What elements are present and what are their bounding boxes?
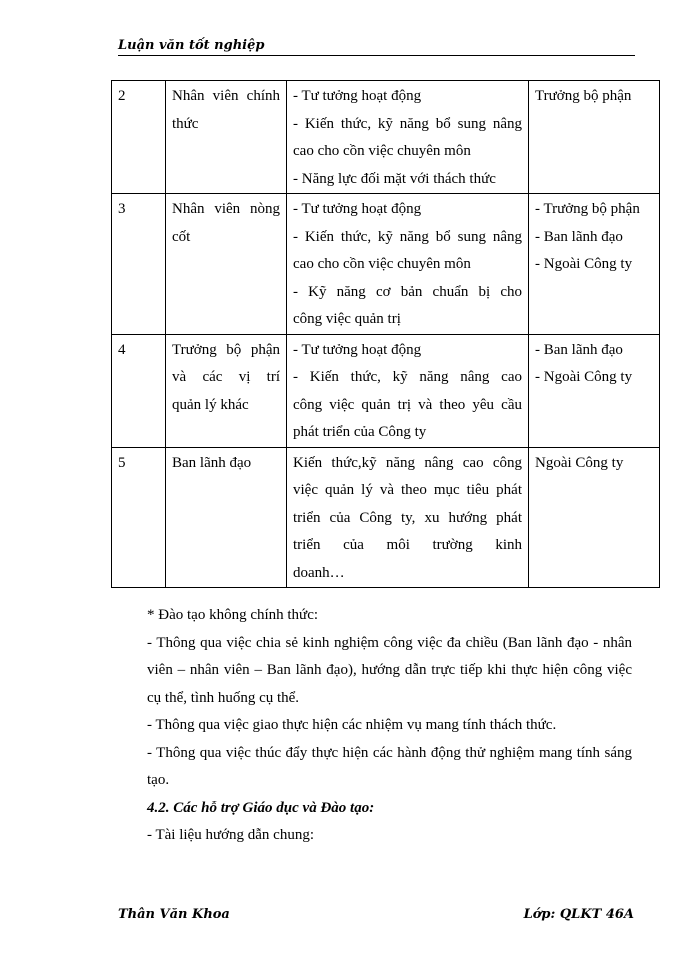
trainer-cell-line: - Ngoài Công ty (535, 256, 633, 272)
content-cell-line: - Kiến thức, kỹ năng bổ sung nâng (293, 228, 522, 245)
target-cell (166, 447, 287, 588)
content-cell-line: doanh… (293, 564, 345, 581)
target-cell (166, 194, 287, 335)
section-heading: 4.2. Các hỗ trợ Giáo dục và Đào tạo: (147, 799, 375, 816)
table-row (112, 334, 660, 447)
content-cell-line: - Tư tưởng hoạt động (293, 201, 422, 217)
paragraph-sharing: - Thông qua việc chia sẻ kinh nghiệm công việc đa chiều (Ban lãnh đạo - nhân viên – nhân viên – Ban lãnh đạo), hướng dẫn trực tiếp khi thực hiện công việc cụ thể, tình huống cụ thể. (147, 634, 632, 706)
target-cell-line: Trưởng bộ phận (172, 341, 280, 358)
content-cell-line: - Kỹ năng cơ bản chuẩn bị cho (293, 283, 522, 300)
header-rule (118, 55, 635, 56)
target-cell (166, 81, 287, 194)
target-cell-line: quản lý khác (172, 396, 249, 413)
informal-training-section (117, 602, 632, 850)
content-cell-line: - Kiến thức, kỹ năng bổ sung nâng (293, 115, 522, 132)
table-row (112, 194, 660, 335)
trainer-cell-line: - Trưởng bộ phận (535, 201, 640, 217)
paragraph-experiments: - Thông qua việc thúc đẩy thực hiện các hành động thử nghiệm mang tính sáng tạo. (147, 744, 632, 788)
content-cell (287, 81, 529, 194)
row-number: 5 (112, 447, 166, 588)
trainer-cell-line: Ngoài Công ty (535, 454, 624, 471)
target-cell-line: Nhân viên chính (172, 88, 280, 104)
trainer-cell-line: Trưởng bộ phận (535, 88, 632, 104)
target-cell-line: Nhân viên nòng (172, 201, 280, 217)
trainer-cell-line: - Ban lãnh đạo (535, 341, 623, 358)
trainer-cell (529, 81, 660, 194)
target-cell-line: thức (172, 115, 199, 132)
content-cell-line: - Kiến thức, kỹ năng nâng cao (293, 369, 522, 385)
content-cell-line: triển của môi trường kinh (293, 537, 522, 553)
content-cell-line: - Năng lực đối mặt với thách thức (293, 170, 496, 187)
content-cell-line: cao cho cồn việc chuyên môn (293, 256, 471, 272)
content-cell-line: triển của Công ty, xu hướng phát (293, 509, 522, 526)
content-cell-line: phát triển của Công ty (293, 424, 427, 440)
trainer-cell (529, 194, 660, 335)
target-cell-line: Ban lãnh đạo (172, 454, 252, 471)
footer-author: Thân Văn Khoa (118, 907, 230, 922)
table-row (112, 81, 660, 194)
trainer-cell-line: - Ban lãnh đạo (535, 228, 623, 245)
trainer-cell (529, 447, 660, 588)
content-cell-line: công việc quản trị (293, 311, 401, 327)
content-cell-line: - Tư tưởng hoạt động (293, 88, 422, 104)
content-cell-line: việc quản lý và theo mục tiêu phát (293, 482, 522, 498)
row-number: 4 (112, 334, 166, 447)
content-cell (287, 334, 529, 447)
informal-heading: * Đào tạo không chính thức: (147, 607, 319, 623)
content-cell (287, 447, 529, 588)
table-row (112, 447, 660, 588)
training-table (111, 80, 660, 588)
content-cell-line: cao cho cồn việc chuyên môn (293, 143, 471, 159)
target-cell (166, 334, 287, 447)
running-header: Luận văn tốt nghiệp (118, 38, 265, 53)
trainer-cell (529, 334, 660, 447)
content-cell (287, 194, 529, 335)
target-cell-line: và các vị trí (172, 369, 280, 385)
content-cell-line: - Tư tưởng hoạt động (293, 341, 422, 358)
row-number: 3 (112, 194, 166, 335)
paragraph-documents: - Tài liệu hướng dẫn chung: (147, 827, 314, 843)
content-cell-line: Kiến thức,kỹ năng nâng cao công (293, 454, 522, 471)
content-cell-line: công việc quản trị và theo yêu cầu (293, 396, 522, 413)
trainer-cell-line: - Ngoài Công ty (535, 369, 633, 385)
paragraph-assignments: - Thông qua việc giao thực hiện các nhiệm vụ mang tính thách thức. (147, 717, 557, 733)
row-number: 2 (112, 81, 166, 194)
target-cell-line: cốt (172, 228, 191, 245)
footer-class: Lớp: QLKT 46A (523, 907, 634, 922)
